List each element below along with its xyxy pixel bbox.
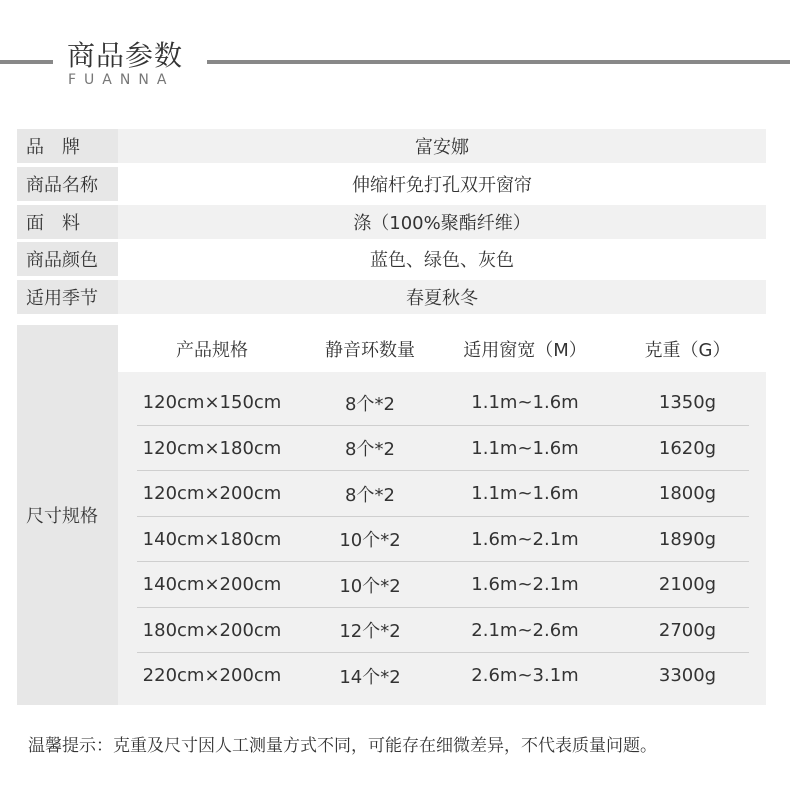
window-width-cell: 1.1m~1.6m	[471, 483, 579, 504]
size-cell: 180cm×200cm	[142, 619, 282, 641]
param-value: 伸缩杆免打孔双开窗帘	[352, 175, 532, 196]
weight-cell: 3300g	[658, 665, 717, 686]
size-table-label: 尺寸规格	[17, 325, 118, 705]
window-width-cell: 2.6m~3.1m	[471, 665, 579, 686]
ring-count-cell: 14个*2	[339, 666, 401, 688]
size-cell: 120cm×180cm	[142, 437, 282, 459]
param-value: 涤（100%聚酯纤维）	[118, 205, 766, 239]
weight-cell: 2100g	[658, 574, 717, 595]
size-cell: 120cm×200cm	[142, 483, 282, 504]
size-cell: 220cm×200cm	[142, 665, 282, 686]
column-header: 克重（G）	[644, 339, 731, 361]
param-label: 面 料	[17, 205, 118, 239]
weight-cell: 1620g	[658, 437, 717, 459]
param-value: 蓝色、绿色、灰色	[370, 250, 514, 271]
param-label: 品 牌	[17, 129, 118, 163]
ring-count-cell: 8个*2	[345, 439, 395, 460]
param-label: 适用季节	[17, 280, 118, 314]
window-width-cell: 1.1m~1.6m	[471, 392, 579, 413]
window-width-cell: 1.6m~2.1m	[471, 574, 579, 595]
weight-cell: 2700g	[658, 619, 717, 641]
weight-cell: 1350g	[658, 392, 717, 413]
ring-count-cell: 10个*2	[339, 530, 401, 551]
weight-cell: 1800g	[658, 483, 717, 504]
ring-count-cell: 8个*2	[345, 484, 395, 506]
param-value: 富安娜	[118, 129, 766, 163]
window-width-cell: 1.6m~2.1m	[471, 528, 579, 550]
section-title: 商品参数	[67, 39, 184, 72]
window-width-cell: 2.1m~2.6m	[471, 619, 579, 641]
column-header: 适用窗宽（M）	[463, 339, 587, 361]
ring-count-cell: 8个*2	[345, 393, 395, 415]
param-label: 商品颜色	[17, 242, 118, 276]
ring-count-cell: 10个*2	[339, 575, 401, 597]
column-header: 静音环数量	[325, 339, 415, 361]
weight-cell: 1890g	[658, 528, 717, 550]
ring-count-cell: 12个*2	[339, 621, 401, 642]
disclaimer-note: 温馨提示：克重及尺寸因人工测量方式不同，可能存在细微差异，不代表质量问题。	[28, 736, 657, 756]
window-width-cell: 1.1m~1.6m	[471, 437, 579, 459]
param-value: 春夏秋冬	[118, 280, 766, 314]
size-cell: 140cm×180cm	[142, 528, 282, 550]
section-subtitle: FUANNA	[68, 72, 175, 88]
size-cell: 140cm×200cm	[142, 574, 282, 595]
title-rule-left	[0, 60, 53, 64]
column-header: 产品规格	[176, 339, 248, 361]
title-rule-right	[207, 60, 790, 64]
param-label: 商品名称	[17, 167, 118, 201]
size-cell: 120cm×150cm	[142, 392, 282, 413]
